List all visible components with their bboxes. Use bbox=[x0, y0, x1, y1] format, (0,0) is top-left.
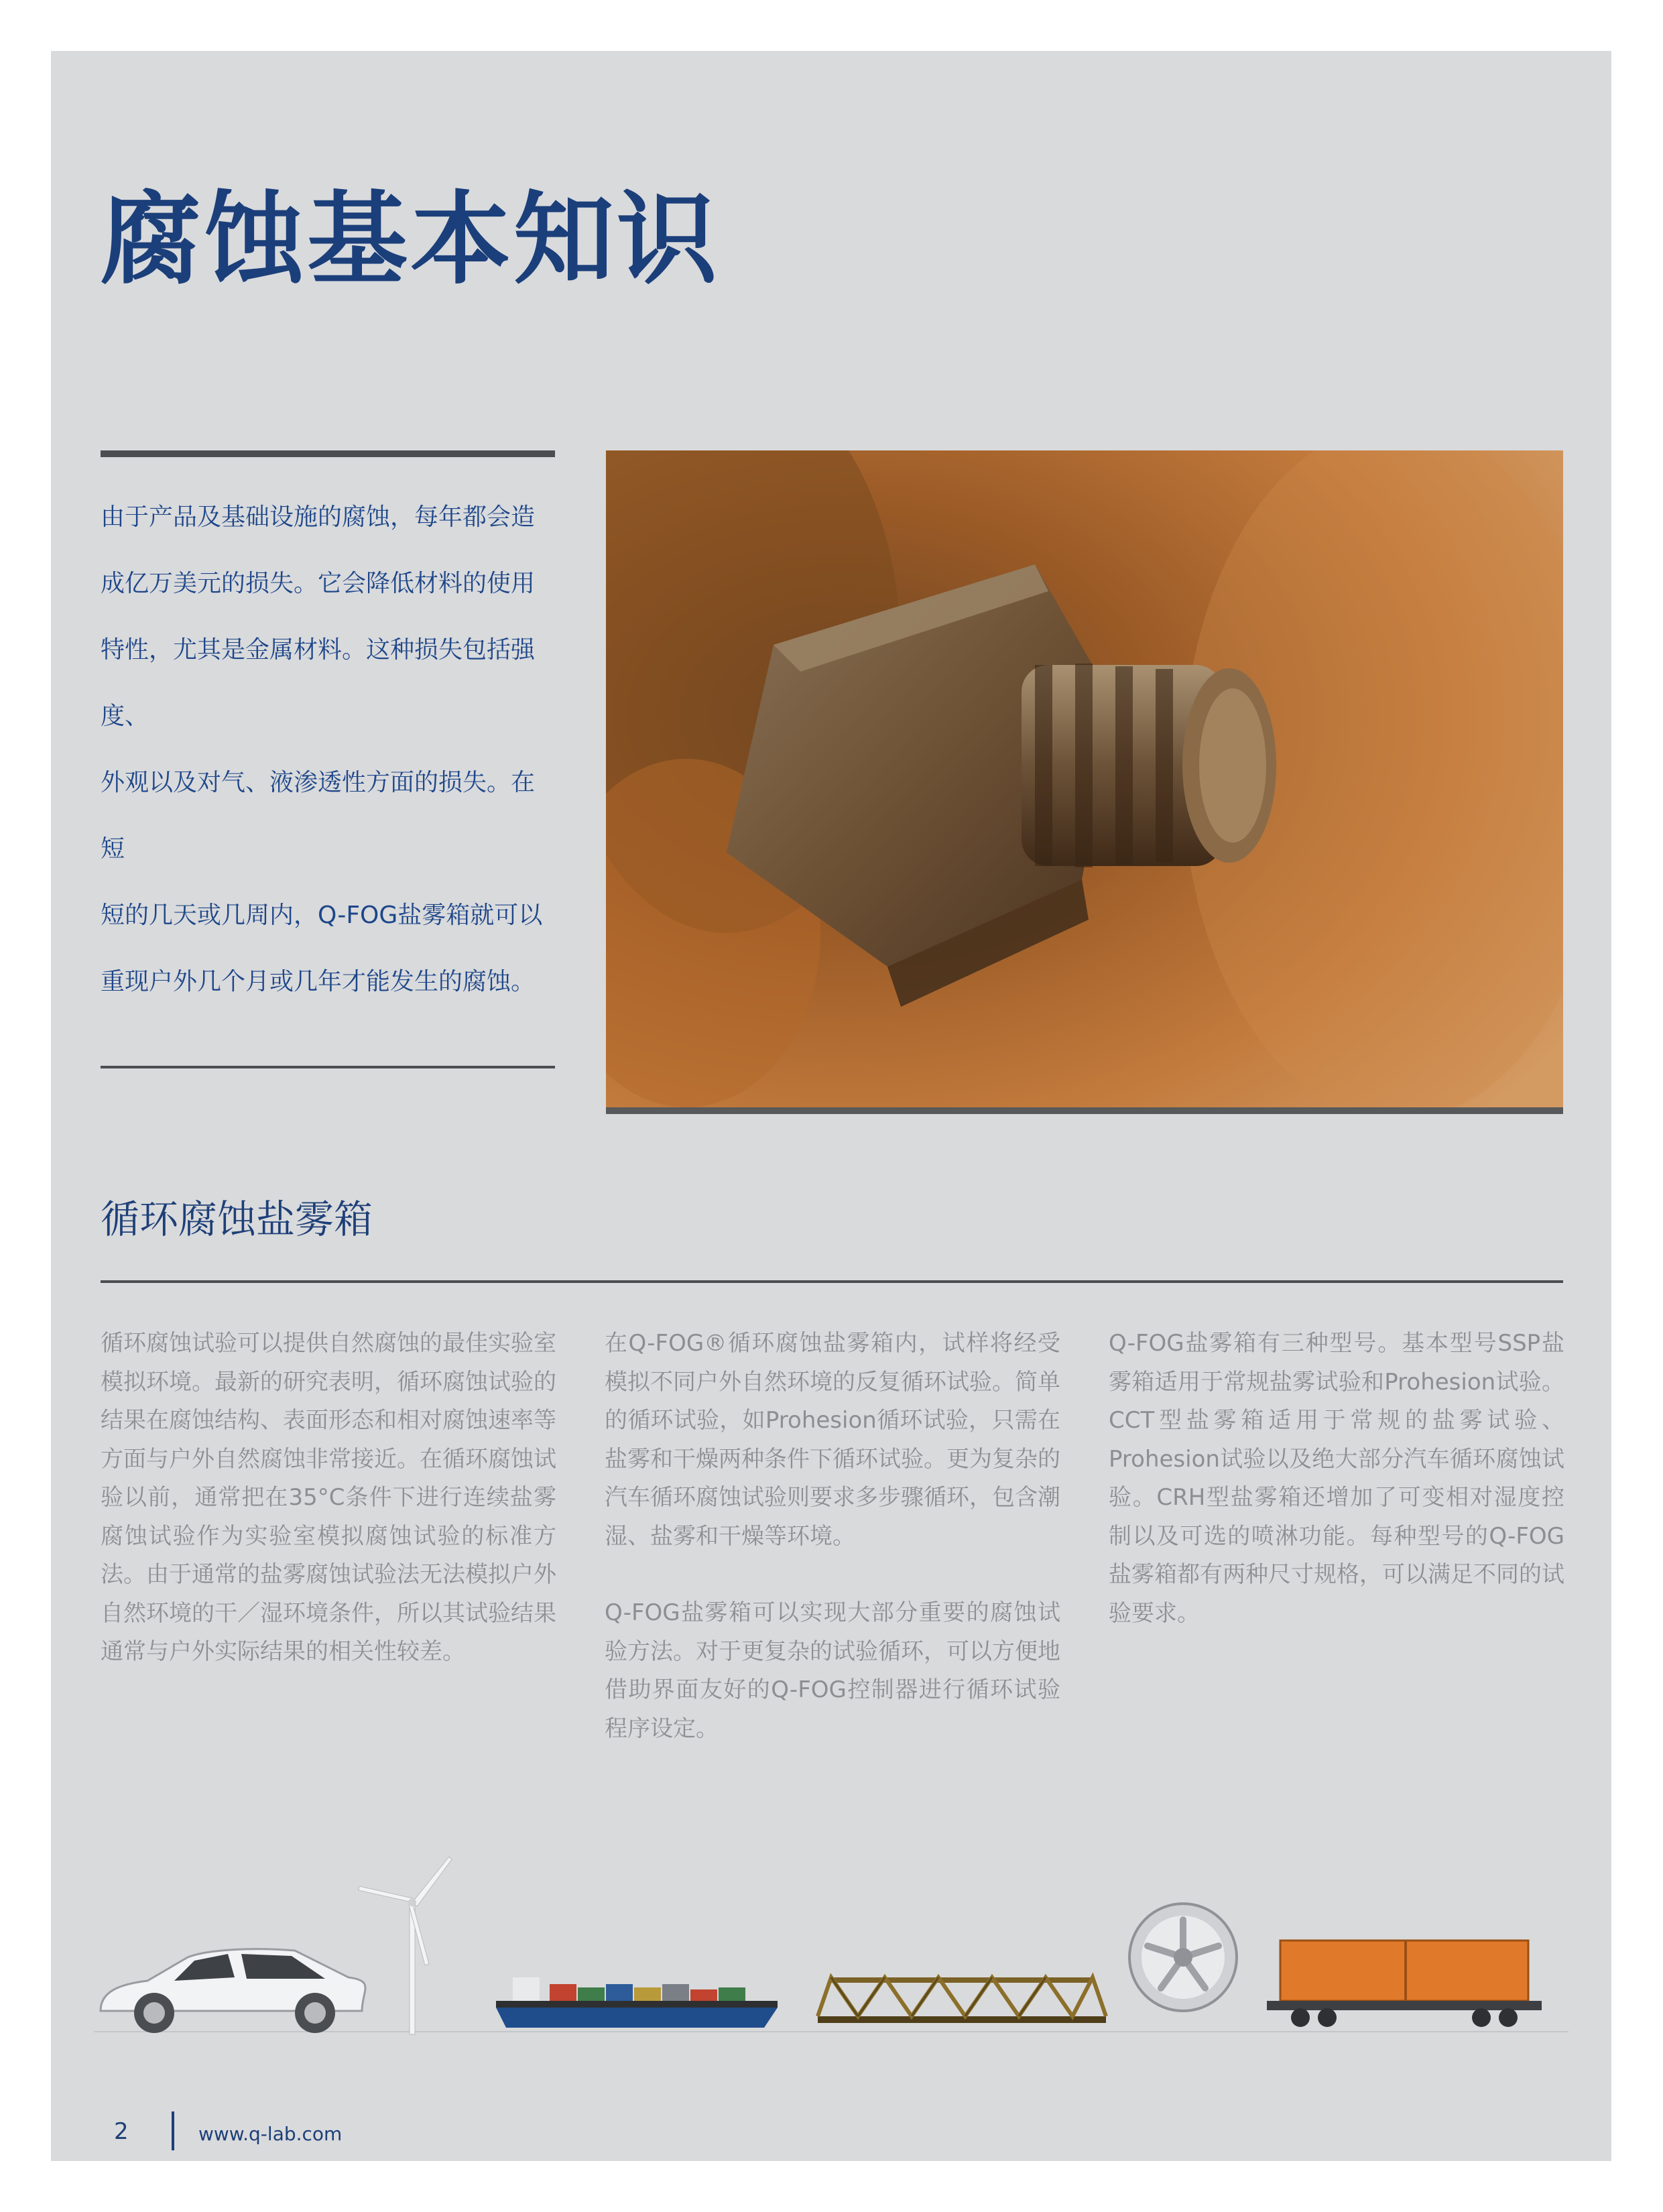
body-column-2 bbox=[605, 1325, 1060, 1748]
intro-line: 特性，尤其是金属材料。这种损失包括强度、 bbox=[101, 636, 536, 730]
intro-line: 外观以及对气、液渗透性方面的损失。在短 bbox=[101, 769, 536, 863]
intro-text bbox=[101, 484, 556, 1015]
intro-line: 成亿万美元的损失。它会降低材料的使用 bbox=[101, 570, 536, 597]
wheel-rim-icon bbox=[1129, 1904, 1237, 2011]
intro-line: 由于产品及基础设施的腐蚀，每年都会造 bbox=[101, 503, 536, 531]
footer-url[interactable]: www.q-lab.com bbox=[198, 2123, 343, 2145]
car-icon bbox=[101, 1949, 365, 2033]
section-title: 循环腐蚀盐雾箱 bbox=[101, 1196, 373, 1242]
truss-bridge-icon bbox=[818, 1977, 1106, 2023]
intro-line: 重现户外几个月或几年才能发生的腐蚀。 bbox=[101, 968, 536, 995]
page-title: 腐蚀基本知识 bbox=[101, 182, 721, 298]
paragraph: 在Q-FOG®循环腐蚀盐雾箱内，试样将经受模拟不同户外自然环境的反复循环试验。简单的循环试验，如Prohesion循环试验，只需在盐雾和干燥两种条件下循环试验。更为复杂的汽车循环腐蚀试验则要求多步骤循环，包含潮湿、盐雾和干燥等环境。 bbox=[605, 1330, 1060, 1550]
intro-top-rule bbox=[101, 450, 555, 457]
intro-bottom-rule bbox=[101, 1066, 555, 1068]
industry-illustrations bbox=[94, 1850, 1568, 2051]
wind-turbine-icon bbox=[359, 1857, 452, 2034]
rail-car-icon bbox=[1267, 1941, 1542, 2027]
rusty-bolt-photo bbox=[606, 450, 1563, 1113]
body-column-3 bbox=[1109, 1325, 1564, 1633]
paragraph: Q-FOG盐雾箱可以实现大部分重要的腐蚀试验方法。对于更复杂的试验循环，可以方便地借助界面友好的Q-FOG控制器进行循环试验程序设定。 bbox=[605, 1599, 1060, 1742]
container-ship-icon bbox=[496, 1977, 778, 2028]
footer-divider bbox=[172, 2111, 174, 2150]
photo-bottom-bar bbox=[606, 1107, 1563, 1114]
intro-line: 短的几天或几周内，Q-FOG盐雾箱就可以 bbox=[101, 902, 543, 929]
section-rule bbox=[101, 1280, 1563, 1283]
paragraph: 循环腐蚀试验可以提供自然腐蚀的最佳实验室模拟环境。最新的研究表明，循环腐蚀试验的结果在腐蚀结构、表面形态和相对腐蚀速率等方面与户外自然腐蚀非常接近。在循环腐蚀试验以前，通常把在35°C条件下进行连续盐雾腐蚀试验作为实验室模拟腐蚀试验的标准方法。由于通常的盐雾腐蚀试验法无法模拟户外自然环境的干／湿环境条件，所以其试验结果通常与户外实际结果的相关性较差。 bbox=[101, 1330, 556, 1665]
body-column-1 bbox=[101, 1325, 556, 1672]
page-number: 2 bbox=[114, 2118, 129, 2145]
paragraph: Q-FOG盐雾箱有三种型号。基本型号SSP盐雾箱适用于常规盐雾试验和Prohesion试验。CCT型盐雾箱适用于常规的盐雾试验、Prohesion试验以及绝大部分汽车循环腐蚀试验。CRH型盐雾箱还增加了可变相对湿度控制以及可选的喷淋功能。每种型号的Q-FOG盐雾箱都有两种尺寸规格，可以满足不同的试验要求。 bbox=[1109, 1330, 1564, 1627]
